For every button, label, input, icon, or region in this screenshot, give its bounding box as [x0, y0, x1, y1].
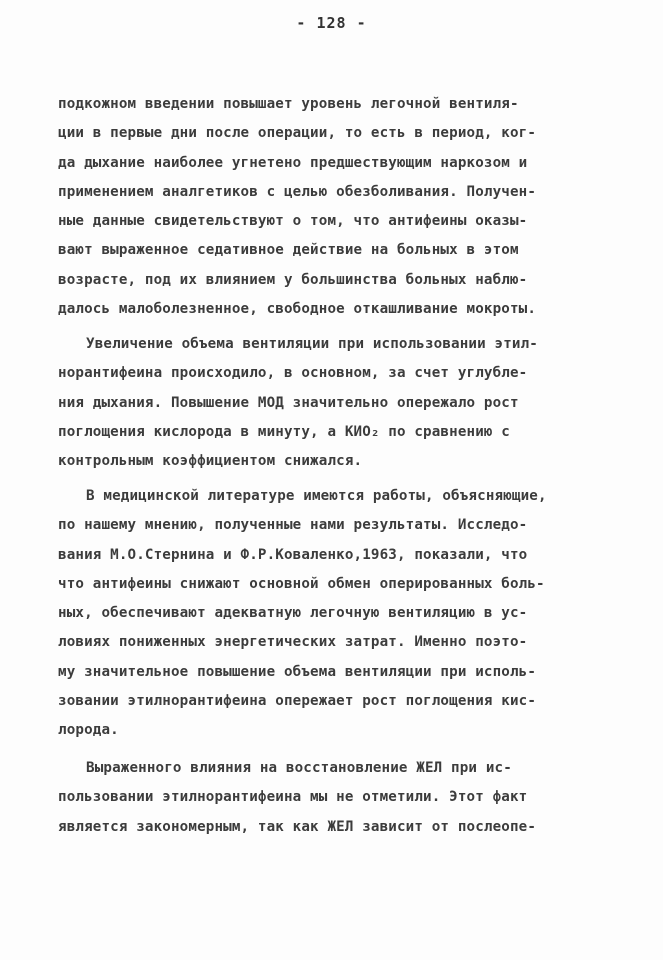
text-line: вают выраженное седативное действие на больных в этом — [58, 242, 519, 259]
paragraph-2 — [58, 330, 628, 476]
text-line: Увеличение объема вентиляции при использовании этил- — [86, 336, 538, 352]
page-number: - 128 - — [296, 14, 367, 32]
text-line: что антифеины снижают основной обмен оперированных боль- — [58, 575, 545, 592]
text-line: ловиях пониженных энергетических затрат. Именно поэто- — [58, 634, 528, 651]
text-line: пользовании этилнорантифеина мы не отметили. Этот факт — [58, 789, 528, 806]
paragraph-3 — [58, 482, 628, 746]
text-line: далось малоболезненное, свободное откашливание мокроты. — [58, 301, 537, 318]
text-line: Выраженного влияния на восстановление ЖЕЛ при ис- — [86, 760, 512, 776]
text-line: лорода. — [58, 722, 119, 739]
text-line: му значительное повышение объема вентиляции при исполь- — [58, 663, 537, 680]
text-line: применением аналгетиков с целью обезболивания. Получен- — [58, 183, 537, 200]
text-line: ции в первые дни после операции, то есть в период, ког- — [58, 125, 537, 142]
text-line: возрасте, под их влиянием у большинства больных наблю- — [58, 271, 528, 288]
text-line: В медицинской литературе имеются работы, объясняющие, — [86, 488, 547, 504]
text-line: ные данные свидетельствуют о том, что антифеины оказы- — [58, 213, 528, 230]
text-line: поглощения кислорода в минуту, а КИО₂ по сравнению с — [58, 423, 510, 440]
text-line: да дыхание наиболее угнетено предшествующим наркозом и — [58, 154, 528, 171]
text-line: ния дыхания. Повышение МОД значительно опережало рост — [58, 394, 519, 411]
text-line: ных, обеспечивают адекватную легочную вентиляцию в ус- — [58, 605, 528, 622]
text-line: контрольным коэффициентом снижался. — [58, 453, 363, 470]
text-line: норантифеина происходило, в основном, за счет углубле- — [58, 365, 528, 382]
text-line: зовании этилнорантифеина опережает рост поглощения кис- — [58, 693, 537, 710]
paragraph-1 — [58, 90, 628, 324]
text-line: является закономерным, так как ЖЕЛ зависит от послеопе- — [58, 818, 537, 835]
text-line: вания М.О.Стернина и Ф.Р.Коваленко,1963, показали, что — [58, 546, 528, 563]
text-line: подкожном введении повышает уровень легочной вентиля- — [58, 96, 519, 112]
paragraph-4 — [58, 754, 628, 842]
text-line: по нашему мнению, полученные нами результаты. Исследо- — [58, 517, 528, 534]
